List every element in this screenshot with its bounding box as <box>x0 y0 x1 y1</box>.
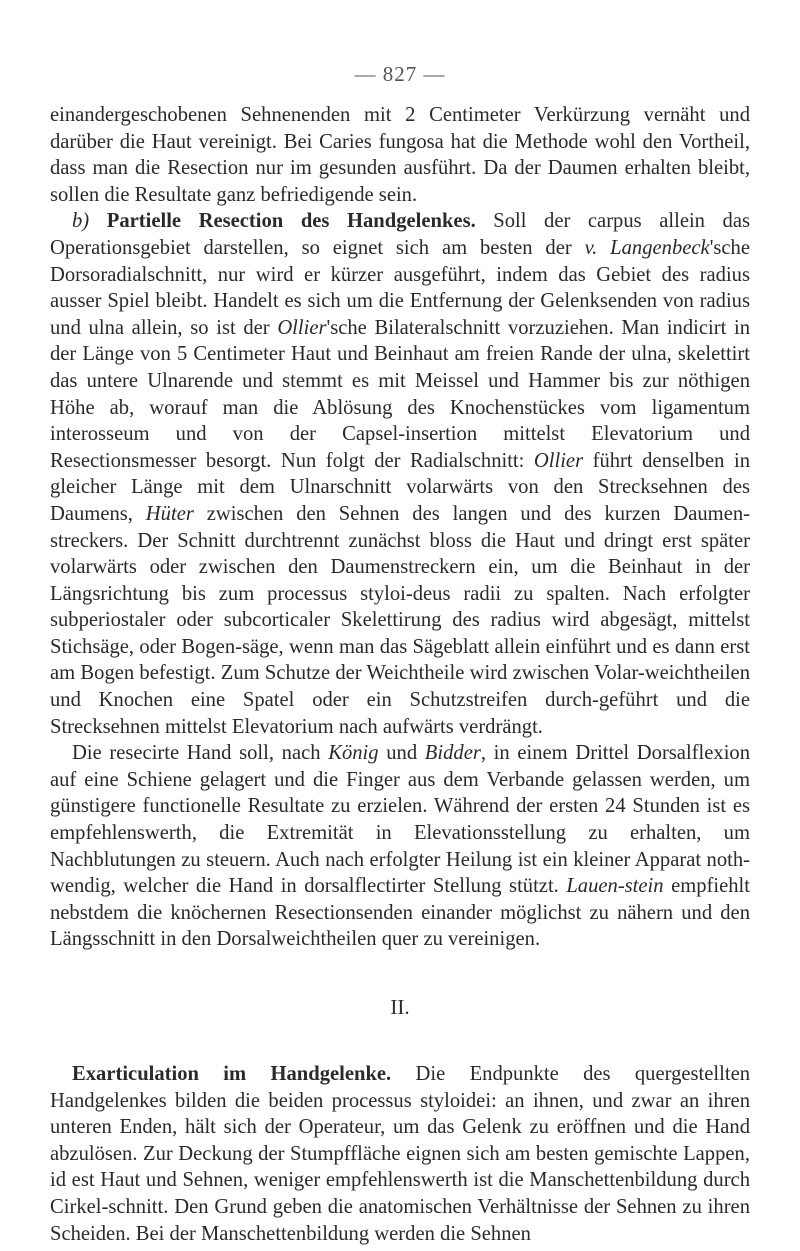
paragraph-aftercare <box>50 740 750 953</box>
italic-name: b) <box>72 210 107 233</box>
text-run: zwischen den Sehnen des langen und des kurzen Daumen-streckers. Der Schnitt durchtrennt zunächst bloss die Haut und dringt erst später volarwärts oder zwischen den Daumenstreckern ein, um die Beinhaut in der Längsrichtung bis zum processus styloi-deus radii zu spalten. Nach erfolgter subperiostaler oder subcorticaler Skelettirung des radius wird abgesägt, mittelst Stichsäge, oder Bogen-säge, wenn man das Sägeblatt allein einführt und es dann erst am Bogen befestigt. Zum Schutze der Weichtheile wird zwischen Volar-weichtheilen und Knochen eine Spatel oder ein Schutzstreifen durch-geführt und die Strecksehnen mittelst Elevatorium nach aufwärts verdrängt. <box>50 502 750 738</box>
text-run: und <box>378 742 425 765</box>
italic-name: Hüter <box>145 502 194 525</box>
italic-name: Ollier <box>277 316 327 339</box>
text-run: Soll der carpus allein das Operationsgebiet darstellen, so eignet sich am besten der <box>50 210 750 259</box>
text-run: Die Endpunkte des quergestellten Handgelenkes bilden die beiden processus styloidei: an ihnen, und zwar an ihren unteren Enden, hält sich der Operateur, um das Gelenk zu eröffnen und die Hand abzulösen. Zur Deckung der Stumpffläche eignen sich am besten gemischte Lappen, id est Haut und Sehnen, weniger empfehlenswerth ist die Manschettenbildung durch Cirkel-schnitt. Den Grund geben die anatomischen Verhältnisse der Sehnen zu ihren Scheiden. Bei der Manschettenbildung werden die Sehnen <box>50 1063 751 1245</box>
document-page <box>50 60 750 1247</box>
italic-name: Ollier <box>533 449 584 472</box>
text-run: , in einem Drittel Dorsalflexion auf eine Schiene gelagert und die Finger aus dem Verbande gelassen werden, um günstigere functionelle Resultate zu erzielen. Während der ersten 24 Stunden ist es empfehlenswerth, die Extremität in Elevationsstellung zu erhalten, um Nachblutungen zu steuern. Auch nach erfolgter Heilung ist ein kleiner Apparat noth-wendig, welcher die Hand in dorsalflectirter Stellung stützt. <box>50 742 751 898</box>
italic-name: v. Langenbeck <box>584 236 710 259</box>
bold-heading: Partielle Resection des Handgelenkes. <box>106 210 476 233</box>
section-number: II. <box>390 995 410 1019</box>
paragraph-exarticulation <box>50 1061 750 1247</box>
italic-name: Lauen-stein <box>566 875 664 898</box>
text-run: 'sche Dorsoradialschnitt, nur wird er kürzer ausgeführt, indem das Gebiet des radius ausser Spiel bleibt. Handelt es sich um die Entfernung der Gelenksenden von radius und ulna allein, so ist der <box>50 236 750 339</box>
paragraph-partial-resection <box>50 208 750 740</box>
bold-heading: Exarticulation im Handgelenke. <box>72 1063 392 1085</box>
page-number-header: — 827 — <box>354 62 446 86</box>
text-run: führt denselben in gleicher Länge mit dem Ulnarschnitt volarwärts von den Strecksehnen des Daumens, <box>50 449 751 525</box>
italic-name: Bidder <box>424 742 481 765</box>
text-run: einandergeschobenen Sehnenenden mit 2 Centimeter Verkürzung vernäht und darüber die Haut vereinigt. Bei Caries fungosa hat die Methode wohl den Vortheil, dass man die Resection nur im gesunden ausführt. Da der Daumen erhalten bleibt, sollen die Resultate ganz befriedigende sein. <box>50 104 750 206</box>
text-run: 'sche Bilateralschnitt vorzuziehen. Man indicirt in der Länge von 5 Centimeter Haut und Beinhaut am freien Rande der ulna, skelettirt das untere Ulnarende und stemmt es mit Meissel und Hammer bis zur nöthigen Höhe ab, worauf man die Ablösung des Knochenstückes vom ligamentum interosseum und von der Capsel-insertion mittelst Elevatorium und Resectionsmesser besorgt. Nun folgt der Radialschnitt: <box>50 316 750 472</box>
text-run: empfiehlt nebstdem die knöchernen Resectionsenden einander möglichst zu nähern und den Längsschnitt in den Dorsalweichtheilen quer zu vereinigen. <box>50 875 750 951</box>
text-run: Die resecirte Hand soll, nach <box>72 742 329 765</box>
italic-name: König <box>328 742 379 765</box>
paragraph-continuation <box>50 102 750 208</box>
